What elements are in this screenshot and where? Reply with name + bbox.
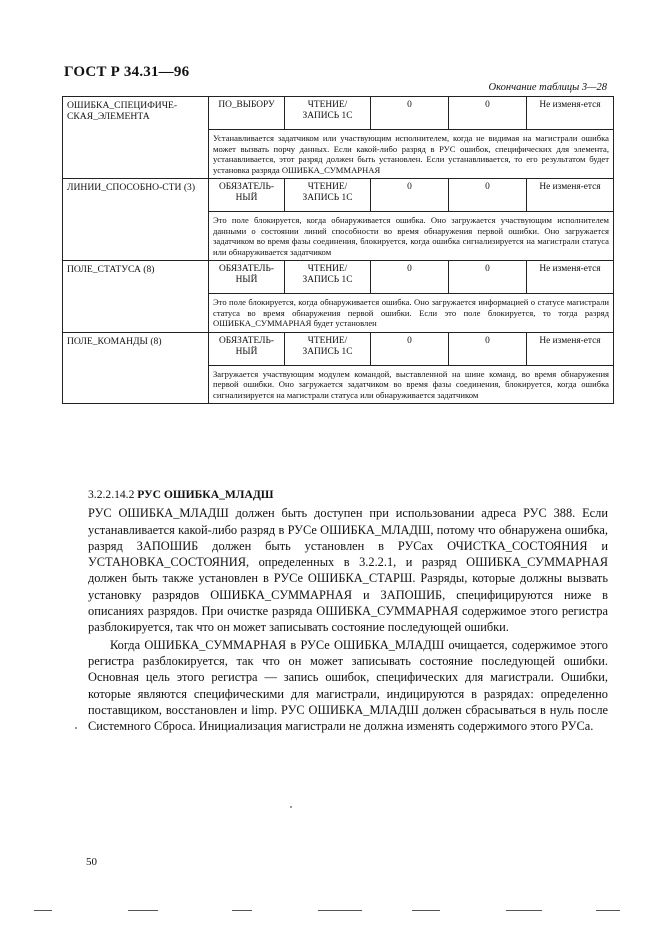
scan-artifact: [34, 910, 52, 911]
field-change-cell: Не изменя-ется: [527, 332, 614, 365]
table-row: [63, 97, 614, 130]
field-value-cell: 0: [449, 97, 527, 130]
field-value-cell: 0: [371, 332, 449, 365]
scan-artifact: [232, 910, 252, 911]
table-row: [63, 261, 614, 294]
field-value-cell: 0: [371, 179, 449, 212]
table-row: [63, 332, 614, 365]
field-access-cell: ЧТЕНИЕ/ ЗАПИСЬ 1С: [285, 332, 371, 365]
section-body: [88, 487, 608, 734]
field-type-cell: ПО_ВЫБОРУ: [209, 97, 285, 130]
section-heading: [88, 487, 608, 503]
field-type-cell: ОБЯЗАТЕЛЬ-НЫЙ: [209, 261, 285, 294]
scan-artifact: [596, 910, 620, 911]
table-caption: Окончание таблицы 3—28: [488, 82, 607, 93]
field-type-cell: ОБЯЗАТЕЛЬ-НЫЙ: [209, 332, 285, 365]
field-name-cell: ПОЛЕ_СТАТУСА (8): [63, 261, 209, 333]
field-value-cell: 0: [371, 97, 449, 130]
field-name-cell: ЛИНИИ_СПОСОБНО-СТИ (3): [63, 179, 209, 261]
field-value-cell: 0: [449, 179, 527, 212]
standard-designation: ГОСТ Р 34.31—96: [64, 64, 190, 80]
field-value-cell: 0: [449, 261, 527, 294]
paragraph: Когда ОШИБКА_СУММАРНАЯ в РУСе ОШИБКА_МЛАДШ очищается, содержимое этого регистра разблокируется, так что он может записывать состояние последующей ошибки. Основная цель этого регистра — запись ошибок, специфических для магистрали. Ошибки, которые являются специфическими для магистрали, индицируются в разрядах: определенно поставщиком, восстановлен и limp. РУС ОШИБКА_МЛАДШ должен сбрасываться в нуль после Системного Сброса. Инициализация магистрали не должна изменять содержимого этого РУСа.: [88, 637, 608, 734]
field-access-cell: ЧТЕНИЕ/ ЗАПИСЬ 1С: [285, 97, 371, 130]
scan-artifact: [75, 727, 77, 729]
table-row: [63, 179, 614, 212]
field-description-cell: Это поле блокируется, когда обнаруживается ошибка. Оно загружается информацией о статусе магистрали статуса во время обнаружения первой ошибки. Если это поле блокируется, то тогда разряд ОШИБКА_СУММАРНАЯ будет установлен: [209, 294, 614, 333]
field-value-cell: 0: [371, 261, 449, 294]
section-title: РУС ОШИБКА_МЛАДШ: [137, 488, 274, 501]
scan-artifact: [506, 910, 542, 911]
scan-artifact: [318, 910, 362, 911]
field-access-cell: ЧТЕНИЕ/ ЗАПИСЬ 1С: [285, 179, 371, 212]
field-value-cell: 0: [449, 332, 527, 365]
scan-artifact: [128, 910, 158, 911]
field-access-cell: ЧТЕНИЕ/ ЗАПИСЬ 1С: [285, 261, 371, 294]
field-change-cell: Не изменя-ется: [527, 179, 614, 212]
field-description-cell: Это поле блокируется, когда обнаруживается ошибка. Оно загружается участвующим исполнителем данными о состоянии линий способности во время обнаружения первой ошибки. Оно загружается задатчиком во время фазы соединения, блокируется, когда ошибка сигнализируется на магистрали статуса или обнаруживается задатчиком: [209, 212, 614, 261]
field-change-cell: Не изменя-ется: [527, 261, 614, 294]
field-name-cell: ОШИБКА_СПЕЦИФИЧЕ-СКАЯ_ЭЛЕМЕНТА: [63, 97, 209, 179]
field-change-cell: Не изменя-ется: [527, 97, 614, 130]
register-fields-table: [62, 96, 614, 404]
field-description-cell: Устанавливается задатчиком или участвующим исполнителем, когда не видимая на магистрали ошибка может вызвать порчу данных. Если какой-либо разряд в РУС ошибок, специфических для элемента, устанавливается, этот разряд должен быть установлен. Если устанавливается, то его результатом будет установка разряда ОШИБКА_СУММАРНАЯ: [209, 130, 614, 179]
field-name-cell: ПОЛЕ_КОМАНДЫ (8): [63, 332, 209, 404]
page-number: 50: [86, 856, 97, 868]
section-number: 3.2.2.14.2: [88, 488, 135, 501]
field-type-cell: ОБЯЗАТЕЛЬ-НЫЙ: [209, 179, 285, 212]
scan-artifact: [412, 910, 440, 911]
scan-artifact: [290, 806, 292, 808]
paragraph: РУС ОШИБКА_МЛАДШ должен быть доступен при использовании адреса РУС 388. Если устанавливается какой-либо разряд в РУСе ОШИБКА_МЛАДШ, потому что обнаружена ошибка, разряд ЗАПОШИБ должен быть установлен в РУСах ОЧИСТКА_СОСТОЯНИЯ и УСТАНОВКА_СОСТОЯНИЯ, определенных в 3.2.2.1, и разряд ОШИБКА_СУММАРНАЯ должен быть также установлен в РУСе ОШИБКА_СТАРШ. Разряды, которые должны вызвать установку разрядов ОШИБКА_СУММАРНАЯ и ЗАПОШИБ, специфицируются ниже в описаниях разрядов. При очистке разряда ОШИБКА_СУММАРНАЯ содержимое этого регистра разблокируется, так что он может записывать состояние последующей ошибки.: [88, 506, 608, 635]
field-description-cell: Загружается участвующим модулем командой, выставленной на шине команд, во время обнаружения первой ошибки. Оно загружается задатчиком во время фазы соединения, блокируется, когда ошибка сигнализируется на магистрали статуса или обнаруживается задатчиком: [209, 365, 614, 404]
